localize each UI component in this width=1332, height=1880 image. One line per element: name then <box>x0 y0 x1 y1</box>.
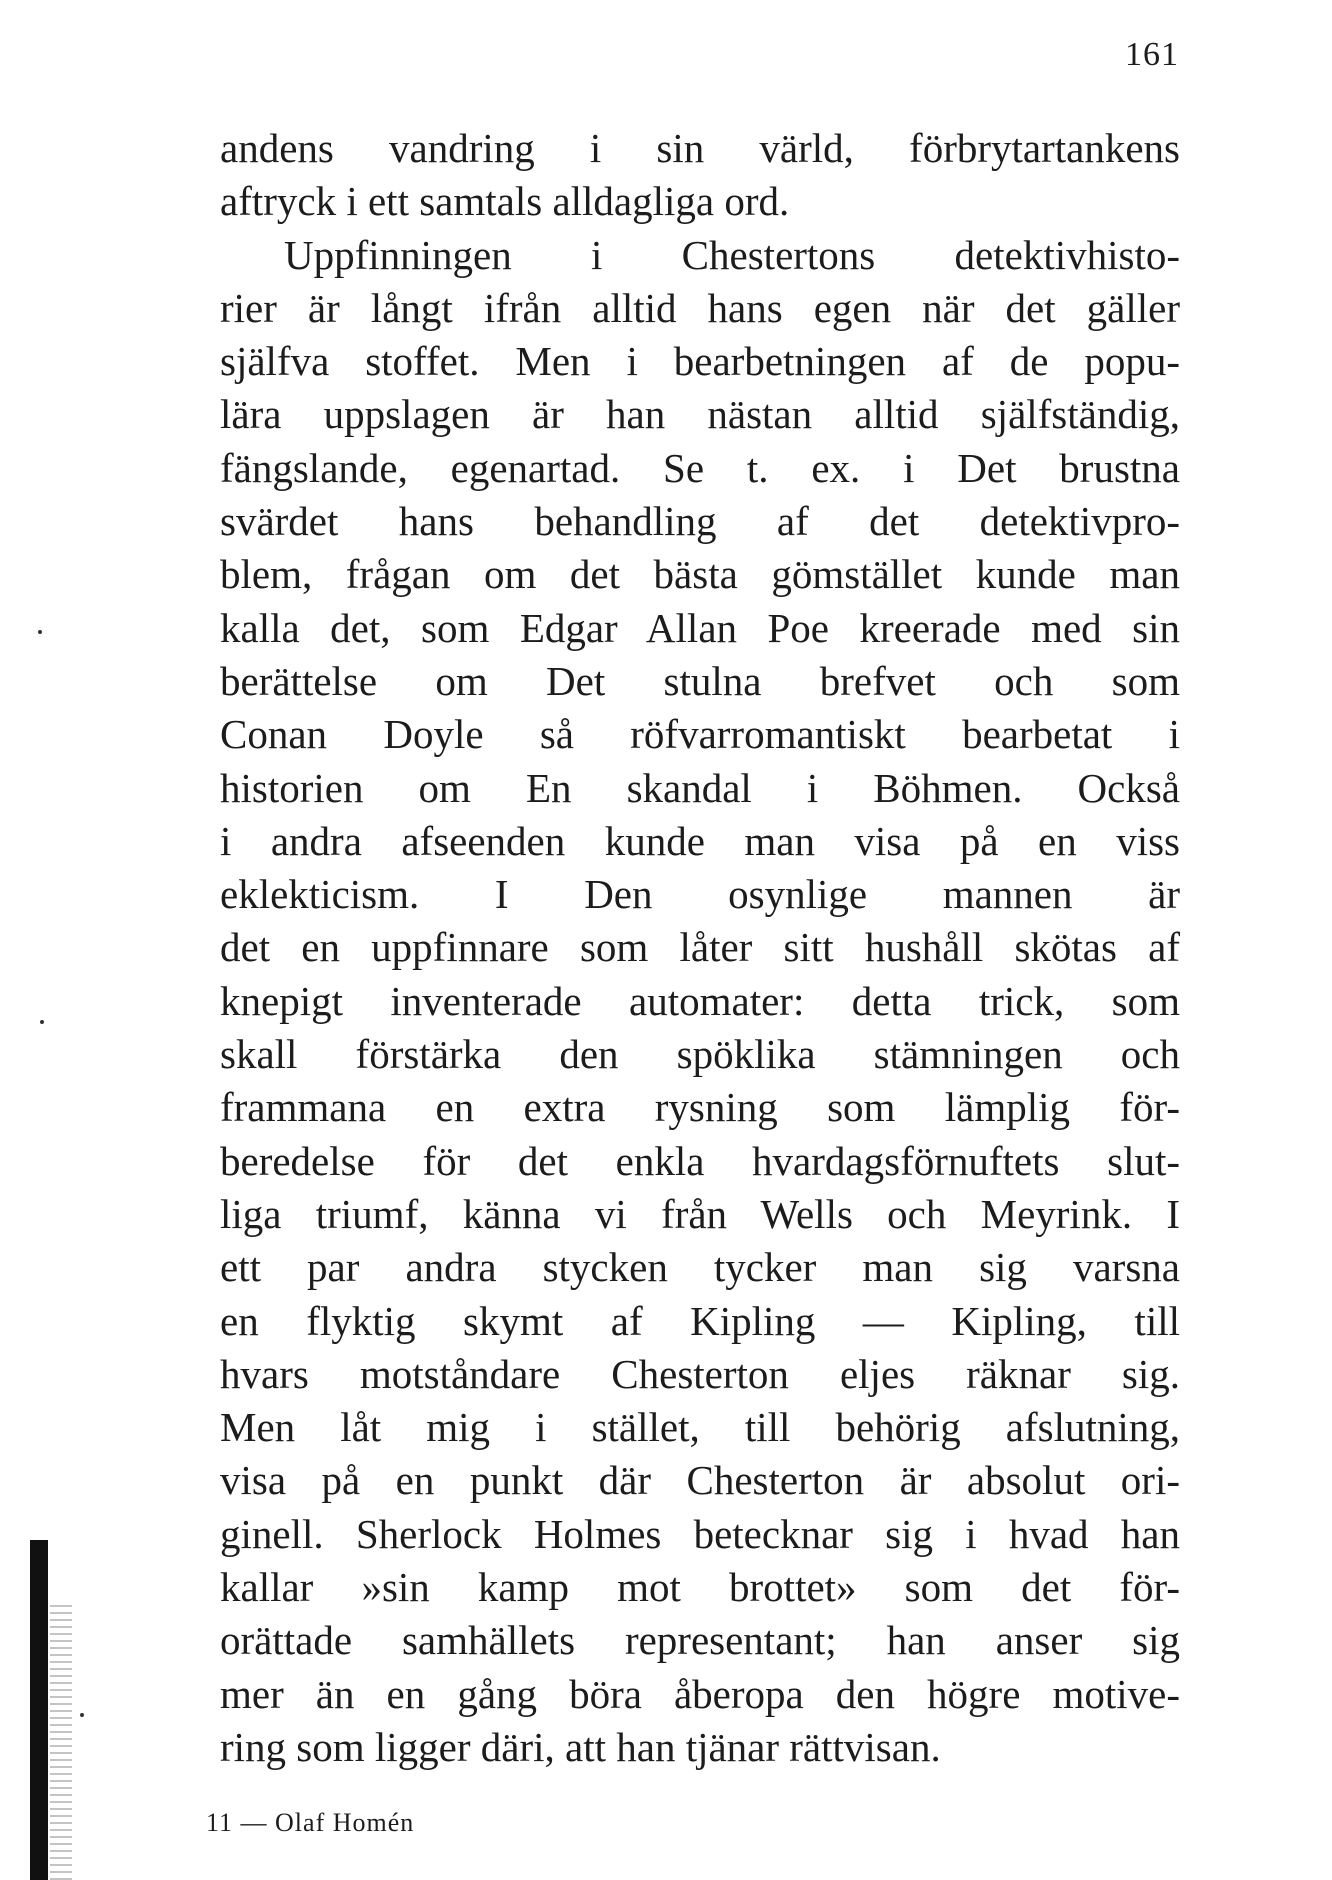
body-text <box>220 122 1180 1774</box>
text-line: frammana en extra rysning som lämplig för- <box>220 1084 1180 1131</box>
text-line: mer än en gång böra åberopa den högre motive- <box>220 1670 1180 1717</box>
text-line: själfva stoffet. Men i bearbetningen af de popu- <box>220 338 1180 385</box>
text-line: kallar »sin kamp mot brottet» som det för- <box>220 1564 1180 1611</box>
text-line: hvars motståndare Chesterton eljes räknar sig. <box>220 1350 1180 1397</box>
text-line: orättade samhällets representant; han anser sig <box>220 1617 1180 1664</box>
text-line: knepigt inventerade automater: detta trick, som <box>220 977 1180 1024</box>
text-line: fängslande, egenartad. Se t. ex. i Det brustna <box>220 444 1180 491</box>
text-line: eklekticism. I Den osynlige mannen är <box>220 871 1180 918</box>
text-line: ring som ligger däri, att han tjänar rättvisan. <box>220 1723 941 1770</box>
text-line: Men låt mig i stället, till behörig afslutning, <box>220 1404 1180 1451</box>
text-line: liga triumf, känna vi från Wells och Meyrink. I <box>220 1190 1180 1237</box>
text-line: Uppfinningen i Chestertons detektivhisto- <box>284 231 1180 278</box>
margin-mark <box>80 1713 84 1717</box>
page-number: 161 <box>1125 36 1179 73</box>
text-line: kalla det, som Edgar Allan Poe kreerade med sin <box>220 604 1180 651</box>
text-line: aftryck i ett samtals alldagliga ord. <box>220 178 790 225</box>
text-line: visa på en punkt där Chesterton är absolut ori- <box>220 1457 1180 1504</box>
text-line: ett par andra stycken tycker man sig varsna <box>220 1244 1180 1291</box>
text-line: Conan Doyle så röfvarromantiskt bearbetat i <box>220 711 1180 758</box>
text-line: ginell. Sherlock Holmes betecknar sig i hvad han <box>220 1510 1180 1557</box>
text-line: det en uppfinnare som låter sitt hushåll skötas af <box>220 924 1180 971</box>
text-line: rier är långt ifrån alltid hans egen när det gäller <box>220 284 1180 331</box>
text-line: andens vandring i sin värld, förbrytartankens <box>220 125 1180 171</box>
text-line: i andra afseenden kunde man visa på en viss <box>220 817 1180 864</box>
book-binding-edge <box>30 1540 48 1880</box>
text-line: skall förstärka den spöklika stämningen och <box>220 1031 1180 1078</box>
margin-mark <box>38 630 42 634</box>
scan-speckle <box>50 1600 72 1880</box>
text-line: historien om En skandal i Böhmen. Också <box>220 764 1180 811</box>
text-line: blem, frågan om det bästa gömstället kunde man <box>220 551 1180 598</box>
margin-mark <box>40 1020 44 1024</box>
text-line: svärdet hans behandling af det detektivpro- <box>220 498 1180 545</box>
text-line: berättelse om Det stulna brefvet och som <box>220 657 1180 704</box>
text-line: en flyktig skymt af Kipling — Kipling, till <box>220 1297 1180 1344</box>
signature-footer: 11 — Olaf Homén <box>206 1808 415 1837</box>
text-line: lära uppslagen är han nästan alltid själfständig, <box>220 391 1180 438</box>
text-line: beredelse för det enkla hvardagsförnuftets slut- <box>220 1137 1180 1184</box>
